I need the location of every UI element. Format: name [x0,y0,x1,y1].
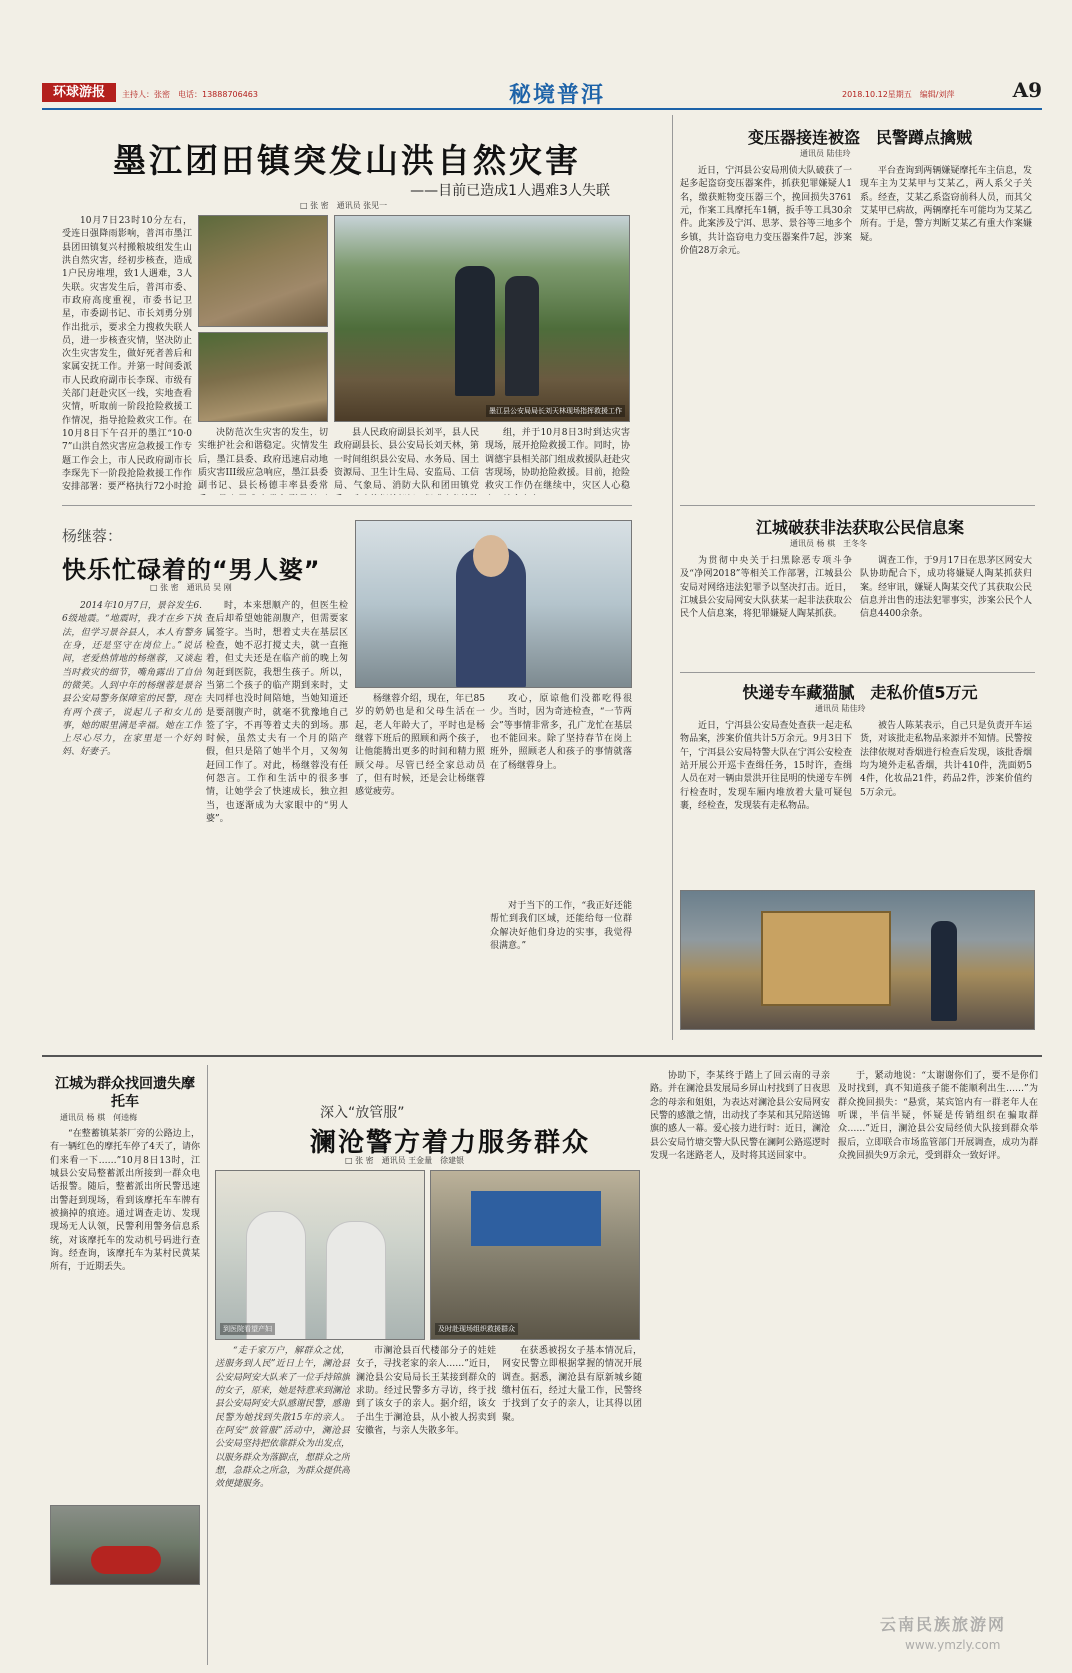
bianya-byline: 通讯员 陆佳玲 [800,149,851,158]
cargo-boxes [761,911,891,1006]
jiangcheng-text-col2: 调查工作，于9月17日在思茅区网安大队协助配合下，成功将嫌疑人陶某抓获归案。经审讯，嫌疑人陶某交代了其获取公民信息并出售的违法犯罪事实，涉案公民个人信息4400余条。 [860,556,1032,620]
lancang-byline: □ 张 密 通讯员 王金量 徐建银 [345,1156,465,1165]
yang-headline: 快乐忙碌着的“男人婆” [62,556,321,584]
truck-inspection-photo [680,890,1035,1030]
bianya-text-col2: 平台查询到两辆嫌疑摩托车主信息，发现车主为艾某甲与艾某乙，两人系父子关系。经查，艾某乙系盗窃前科人员，而其父艾某甲已病故，两辆摩托车可能均为艾某乙所有。于是，警方判断艾某乙有重大作案嫌疑。 [860,166,1032,243]
presentation-screen [471,1191,601,1246]
yang-text-colD: 对于当下的工作，“我正好还能帮忙到我们区域，还能给每一位群众解决好他们身边的实事，我觉得很满意。” [490,901,632,951]
date-info: 2018.10.12星期五 编辑/刘萍 [842,90,955,99]
yang-portrait-photo [355,520,632,688]
smuggle-text-col1: 近日，宁洱县公安局查处查获一起走私物品案，涉案价值共计5万余元。9月3日下午，宁洱县公安局特警大队在宁洱公安检查站开展公开巡卡查缉任务，15时许，查缉人员在对一辆由景洪开往昆明的快递专车例行检查时，发现车厢内堆放着大量可疑包裹，经检查，发现装有走私物品。 [680,721,852,811]
newspaper-logo: 环球游报 [42,83,116,102]
rescue-photo [198,332,328,422]
lancang-text-colC: 在获悉被拐女子基本情况后，网安民警立即根据掌握的情况开展调查。据悉，澜沧县有原新城乡随缴村伍石，经过大量工作，民警终于找到了女子的亲人，让其得以团聚。 [502,1346,642,1423]
lead-subtitle: ——目前已造成1人遇难3人失联 [410,183,610,199]
lead-byline: □ 张 密 通讯员 张见一 [300,201,388,210]
lancang-text-colE: 于，紧动地说：“太谢谢你们了，要不是你们及时找到，真不知道孩子能不能顺利出生……”为群众挽回损失：“悬赏，某宾馆内有一群老年人在听课，半信半疑，怀疑是传销组织在骗取群众……”近日，澜沧县公安局经侦大队接到群众举报后，立即联合市场监管部门开展调查，成功为群众挽回损失9万余元，受到群众一致好评。 [838,1071,1038,1161]
jiangcheng-text-col1: 为贯彻中央关于扫黑除恶专项斗争及“净网2018”等相关工作部署，江城县公安局对网络违法犯罪予以坚决打击。近日，江城县公安局网安大队获某一起非法获取公民个人信息案，将犯罪嫌疑人陶某抓获。 [680,556,852,620]
jiangcheng-headline: 江城破获非法获取公民信息案 [755,518,964,537]
photo-caption: 墨江县公安局局长刘天林现场指挥救援工作 [486,405,625,417]
section-title: 秘境普洱 [508,83,605,108]
bianya-headline: 变压器接连被盗 民警蹲点擒贼 [747,128,972,147]
lead-text-col4: 组，并于10月8日3时到达灾害现场，展开抢险救援工作。同时，协调德宇县相关部门组成救援队赶赴灾害现场，协助抢险救援。目前，抢险救灾工作仍在继续中，灾区人心稳 [485,428,630,492]
officer-figure [455,266,495,396]
header-rule [42,108,1042,110]
hospital-visit-photo [215,1170,425,1340]
lancang-text-colB: 市澜沧县百代楼部分子的娃娃女子，寻找老家的亲人……”近日，澜沧县公安局局长王某接到群众的求助。经过民警多方寻访，终于找到了该女子的亲人。据介绍，该女子出生于澜沧县，从小被人拐卖到安徽省，与亲人失散多年。 [356,1346,496,1436]
smuggle-headline: 快递专车藏猫腻 走私价值5万元 [742,683,978,702]
officer-figure [505,276,539,396]
lead-text-col3: 县人民政府副县长刘平，县人民政府副县长、县公安局长刘天林，第一时间组织县公安局、水务局、国土资源局、卫生计生局、安监局、工信局、气象局、消防大队和团田镇党 [334,428,479,492]
yang-kicker: 杨继蓉： [62,527,123,545]
landslide-photo [198,215,328,327]
jc-moto-byline: 通讯员 杨 棋 何逵梅 [60,1113,138,1122]
column-divider [672,115,673,1040]
watermark-title: 云南民族旅游网 [880,1615,1007,1634]
divider [62,505,632,506]
masthead [42,80,1042,106]
photo-caption: 到医院看望产妇 [220,1323,275,1335]
yang-byline: □ 张 密 通讯员 吴 刚 [150,583,232,592]
lead-text-col2: 决防范次生灾害的发生，切实维护社会和谐稳定。灾情发生后，墨江县委、政府迅速启动地质灾害III级应急响应，墨江县委副书记、县长杨德丰率县委常 [198,428,328,492]
officers-scene-photo [334,215,630,422]
jiangcheng-byline: 通讯员 杨 棋 王冬冬 [790,539,868,548]
smuggle-text-col2: 被告人陈某表示，自己只是负责开车运货，对该批走私物品来源并不知情。民警按法律依规对香烟进行检查后发现，该批香烟均为境外走私香烟，共计410件，洗面奶54件，化妆品21件，药品2件，涉案价值约5万余元。 [860,721,1032,798]
motorbike-photo [50,1505,200,1585]
divider [680,672,1035,673]
page-number: A9 [1012,78,1042,102]
lead-headline: 墨江团田镇突发山洪自然灾害 [113,141,581,180]
lancang-text-colA: “走千家万户，解群众之忧，送服务到人民”近日上午，澜沧县公安局阿安大队来了一位手持锦旗的女子，原来，她是特意来到澜沧县公安局阿安大队感谢民警，感谢民警为她找到失散15年的亲人。在阿安“放管服”活动中，澜沧县公安局坚持把依靠群众为出发点，以服务群众为落脚点，想群众之所想，急群众之所急，为群众提供高效便捷服务。 [215,1346,350,1490]
bianya-text-col1: 近日，宁洱县公安局刑侦大队破获了一起多起盗窃变压器案件，抓获犯罪嫌疑人1名，缴获赃物变压器三个，挽回损失3761元，作案工具摩托车1辆，扳手等工具30余件。此案涉及宁洱、思茅、景谷等三地多个乡镇，共计盗窃电力变压器案件7起，涉案价值28万余元。 [680,166,852,256]
section-divider [42,1055,1042,1057]
face-shape [473,535,509,577]
lancang-text-colD: 协助下，李某终于踏上了回云南的寻亲路。并在澜沧县发展局乡屏山村找到了日夜思念的母亲和姐姐，为表达对澜沧县公安局网安民警的感激之情，出动找了李某和其兄陪送锦旗的感人一幕。爱心接力进行时：近日，澜沧县公安局竹塘交警大队民警在澜阿公路巡逻时发现一名迷路老人，及时将其送回家中。 [650,1071,830,1161]
motorbike-shape [91,1546,161,1574]
lancang-kicker: 深入“放管服” [320,1105,405,1121]
watermark-url: www.ymzly.com [905,1638,1001,1652]
officer-figure [931,921,957,1021]
divider [680,505,1035,506]
community-meeting-photo [430,1170,640,1340]
column-divider [207,1065,208,1665]
officer-figure [246,1211,306,1340]
yang-text-colC: 攻心，原谅他们没都吃得很少。当时，因为奇迹检查，“一节两会”等事情非常多，孔广龙忙在基层也不能回来。除了坚持春节在岗上班外，照顾老人和孩子的事情就落在了杨继蓉身上。 [490,694,632,771]
lancang-headline: 澜沧警方着力服务群众 [309,1128,590,1158]
jc-moto-text: “在整蓄镇某茶厂旁的公路边上，有一辆红色的摩托车停了4天了，请你们来看一下……”10月8日13时，江城县公安局整蓄派出所接到一群众电话报警。随后，整蓄派出所民警迅速出警赶到现场，看到该摩托车车牌有被摘掉的痕迹。通过调查走访、发现现场无人认领，民警利用警务信息系统，对该摩托车的发动机号码进行查询。经查询，该摩托车为某村民黄某所有，于近期丢失。 [50,1129,200,1273]
jc-moto-headline: 江城为群众找回遗失摩托车 [55,1076,195,1111]
smuggle-byline: 通讯员 陆佳玲 [815,704,866,713]
yang-text-colA: 时，本来想顺产的，但医生检查后却希望她能剖腹产，但需要家属签字。当时，想着丈夫在基层区检查，她不忍打搅丈夫，就一直拖着，但丈夫还是在临产前的晚上匆匆赶到医院，我想生孩子。所以，当第二个孩子的临产期到来时，丈夫同样也没时间陪她，当她知道还是要剖腹产时，就毫不犹豫地自己签了字，不再等着丈夫的到场。那时候，虽然丈夫有一个月的陪产假，但只是陪了她半个月，又匆匆赶回工作了。对此，杨继蓉没有任何怨言。工作和生活中的很多事情，让她学会了快速成长，独立担当，也逐渐成为大家眼中的“男人婆”。 [206,601,348,824]
yang-intro: 2014年10月7日，景谷发生6.6级地震。“地震时，我才在乡下执法，但学习景谷县人，本人有警务在身，还是坚守在岗位上。”说话间，老爱热情地的杨继蓉，又谈起当时救灾的细节，嘴角露出了自信的微笑。人到中年的杨继蓉是景谷县公安局警务保障室的民警，现在有两个孩子，说起儿子和女儿的事，她的眼里满是幸福。她在工作上尽心尽力，在家里是一个好妈妈、好妻子。 [62,601,202,758]
lead-text-col1: 10月7日23时10分左右，受连日强降雨影响，普洱市墨江县团田镇复兴村搬粮坡组发生山洪自然灾害，经初步核查，造成1户民房堆埋，致1人遇难，3人失联。灾害发生后，普洱市委、市政府高度重视，市委书记卫星，市委副书记、市长刘勇分别作出批示，要求全力搜救失联人员，进一步核查灾情，坚决防止次生灾害发生，做好死者善后和家属安抚工作。并第一时间委派市人民政府副市长李琛、市级有关部门赶赴灾区一线，实地查看灾情，听取前一阶段抢险救援工作情况，指导抢险救灾工作。在10月8日下午召开的墨江“10·07”山洪自然灾害应急救援工作专题工作会上，市人民政府副市长李琛先下一阶段抢险救援工作作安排部署：要严格执行72小时抢 [62,216,192,493]
photo-caption: 及时赴现场组织救援群众 [435,1323,518,1335]
editor-info: 主持人：张密 电话：13888706463 [122,90,258,99]
yang-text-colB: 杨继蓉介绍，现在，年已85岁的奶奶也是和父母生活在一起，老人年龄大了，平时也是杨继蓉下班后的照顾和两个孩子，让他能腾出更多的时间和精力照顾父母。尽管已经全家总动员了，但有时候，还是会让杨继蓉感觉疲劳。 [355,694,485,798]
officer-figure [326,1221,386,1340]
